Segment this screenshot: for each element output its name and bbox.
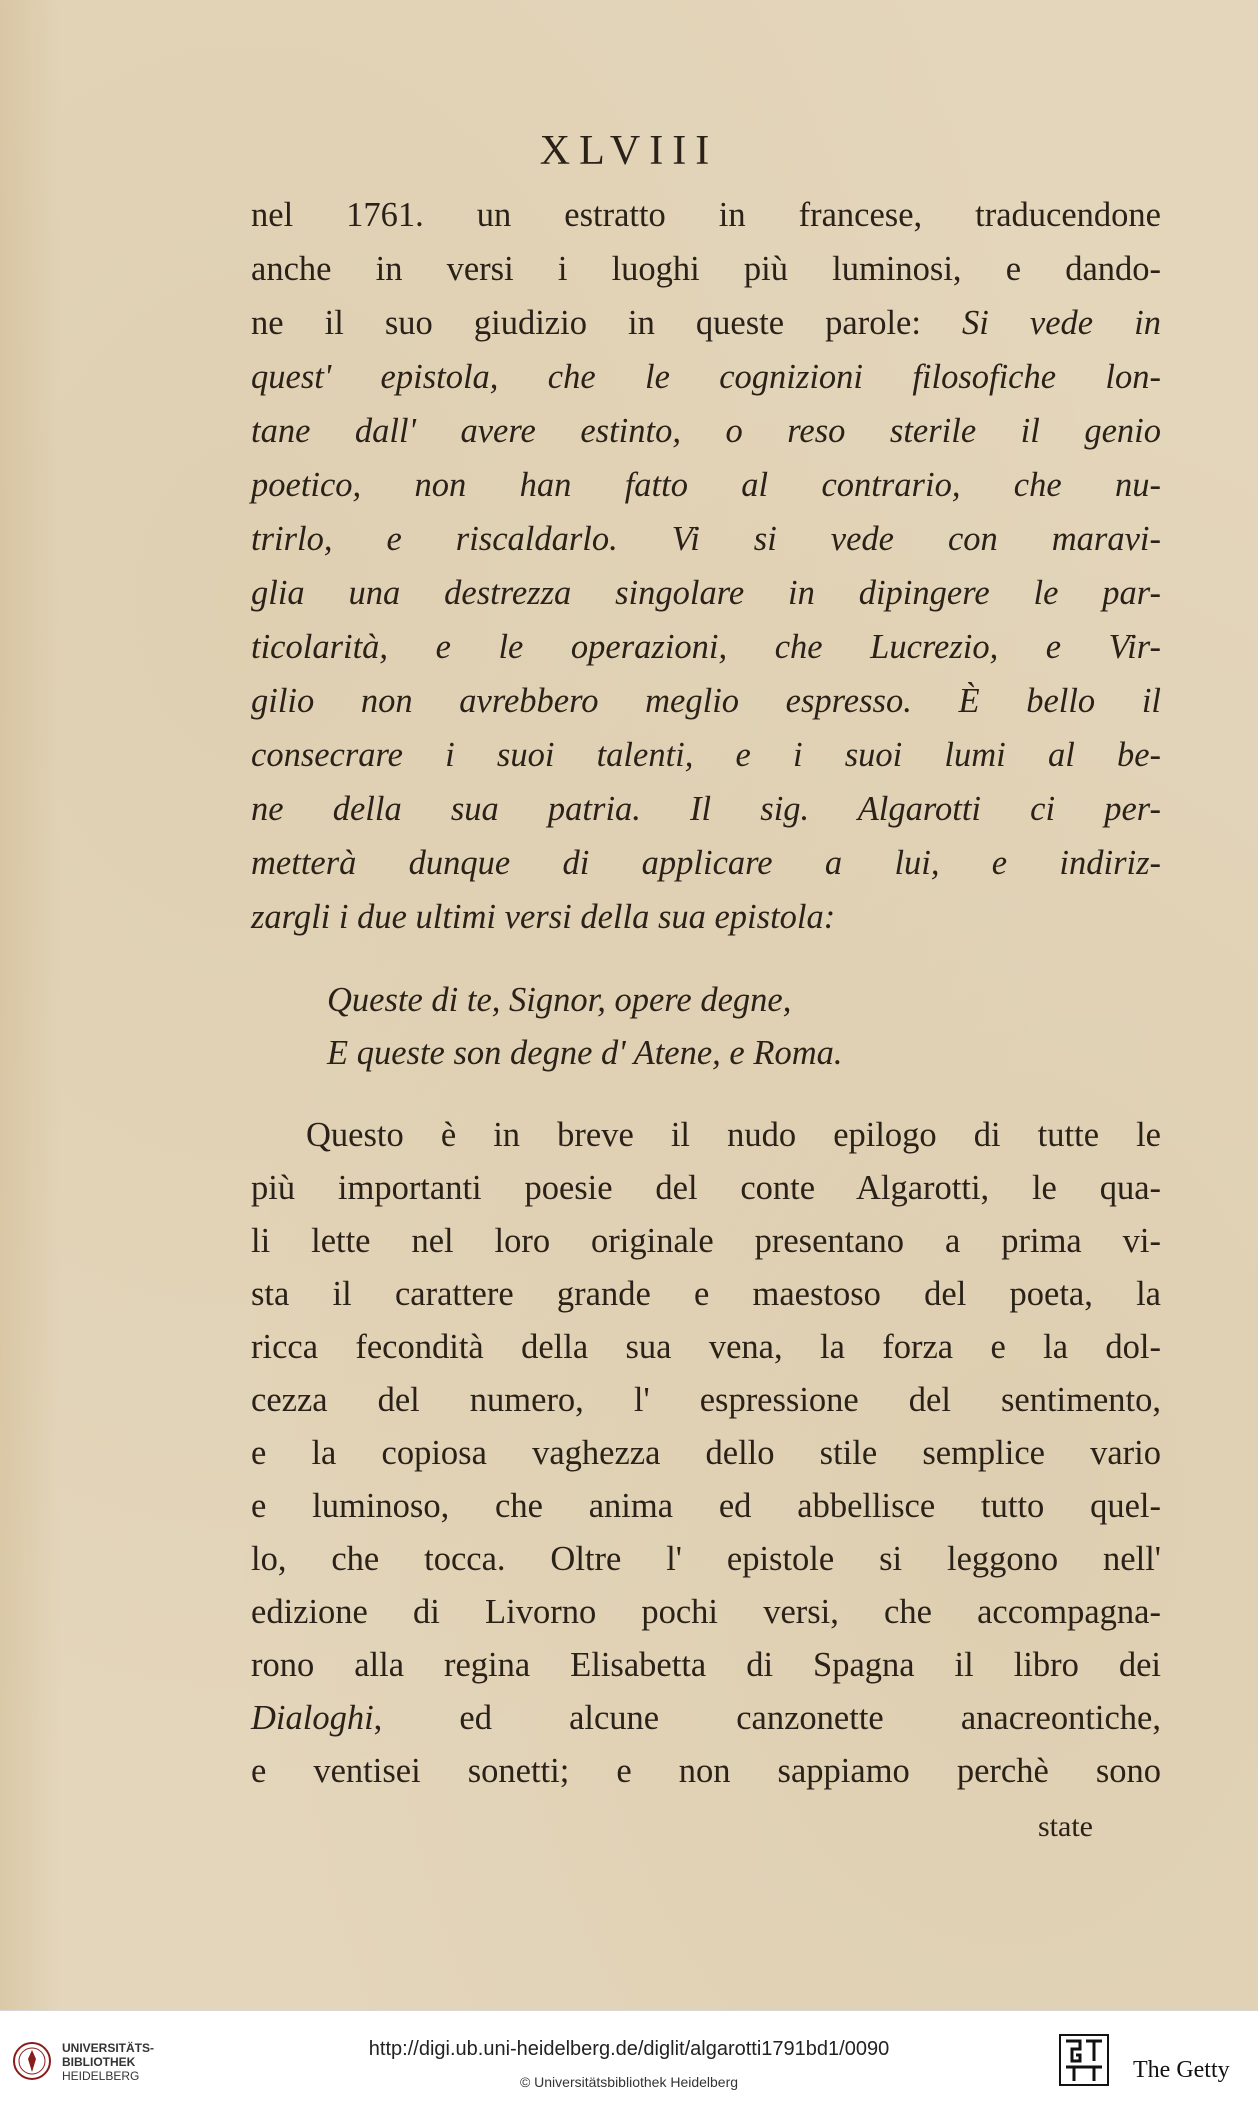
verse-line: Queste di te, Signor, opere degne,: [327, 981, 792, 1019]
copyright-notice: © Universitätsbibliothek Heidelberg: [519, 2074, 739, 2090]
text-line: li lette nel loro originale presentano a prima vi-: [251, 1222, 1161, 1260]
text-line: Questo è in breve il nudo epilogo di tutte le: [306, 1116, 1161, 1154]
text-line: zargli i due ultimi versi della sua epistola:: [251, 898, 836, 936]
viewer-footer: [0, 2010, 1258, 2104]
sponsor-name: The Getty: [1133, 2057, 1230, 2083]
text-line: [251, 303, 1161, 343]
institution-line: BIBLIOTHEK: [62, 2055, 136, 2069]
text-line: ricca fecondità della sua vena, la forza e la dol-: [251, 1328, 1161, 1366]
text-line: consecrare i suoi talenti, e i suoi lumi al be-: [251, 736, 1161, 774]
italic-fragment: Si vede in: [962, 304, 1162, 342]
text-line: [251, 1698, 1161, 1738]
text-line: nel 1761. un estratto in francese, traducendone: [251, 196, 1161, 234]
text-line: e ventisei sonetti; e non sappiamo perchè sono: [251, 1752, 1161, 1790]
verse-line: E queste son degne d' Atene, e Roma.: [327, 1034, 843, 1072]
text-fragment: ne il suo giudizio in queste parole:: [251, 304, 962, 342]
text-line: cezza del numero, l' espressione del sentimento,: [251, 1381, 1161, 1419]
text-fragment: , ed alcune canzonette anacreontiche,: [373, 1699, 1161, 1737]
text-line: sta il carattere grande e maestoso del poeta, la: [251, 1275, 1161, 1313]
getty-logo-icon: [1058, 2031, 1110, 2091]
institution-line: UNIVERSITÄTS-: [62, 2041, 155, 2055]
text-line: anche in versi i luoghi più luminosi, e dando-: [251, 250, 1161, 288]
text-line: edizione di Livorno pochi versi, che accompagna-: [251, 1593, 1161, 1631]
institution-line: HEIDELBERG: [62, 2069, 140, 2083]
text-line: e la copiosa vaghezza dello stile semplice vario: [251, 1434, 1161, 1472]
italic-fragment: Dialoghi: [251, 1699, 374, 1737]
text-line: ne della sua patria. Il sig. Algarotti ci per-: [251, 790, 1161, 828]
text-line: trirlo, e riscaldarlo. Vi si vede con maravi-: [251, 520, 1161, 558]
page-number-header: XLVIII: [539, 128, 719, 174]
text-line: lo, che tocca. Oltre l' epistole si leggono nell': [251, 1540, 1161, 1578]
text-line: ticolarità, e le operazioni, che Lucrezio, e Vir-: [251, 628, 1161, 666]
text-line: tane dall' avere estinto, o reso sterile il genio: [251, 412, 1161, 450]
text-line: glia una destrezza singolare in dipingere le par-: [251, 574, 1161, 612]
text-line: e luminoso, che anima ed abbellisce tutto quel-: [251, 1487, 1161, 1525]
catchword: state: [1038, 1810, 1093, 1843]
text-line: più importanti poesie del conte Algarotti, le qua-: [251, 1169, 1161, 1207]
text-line: gilio non avrebbero meglio espresso. È bello il: [251, 682, 1161, 720]
permalink-url[interactable]: http://digi.ub.uni-heidelberg.de/diglit/algarotti1791bd1/0090: [368, 2038, 890, 2060]
text-line: poetico, non han fatto al contrario, che nu-: [251, 466, 1161, 504]
text-line: metterà dunque di applicare a lui, e indiriz-: [251, 844, 1161, 882]
text-line: rono alla regina Elisabetta di Spagna il libro dei: [251, 1646, 1161, 1684]
text-line: quest' epistola, che le cognizioni filosofiche lon-: [251, 358, 1161, 396]
